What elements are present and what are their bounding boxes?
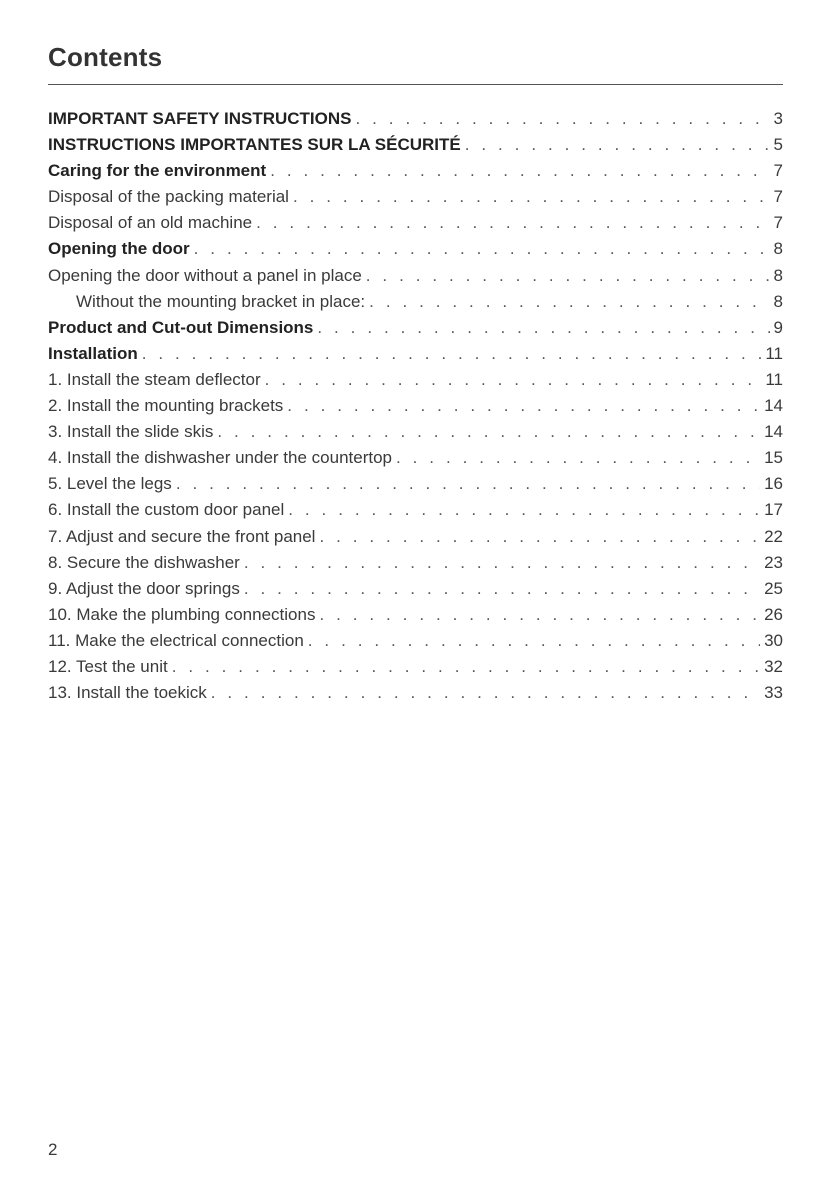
toc-entry[interactable] [48,315,783,341]
toc-dot-leader [256,210,769,236]
toc-entry[interactable] [48,445,783,471]
toc-dot-leader [176,471,760,497]
toc-dot-leader [142,341,762,367]
toc-entry-page: 9 [773,317,783,337]
toc-dot-leader [293,184,770,210]
toc-entry-title: 8. Secure the dishwasher [48,552,240,572]
toc-entry-title: 9. Adjust the door springs [48,578,240,598]
toc-entry-page: 11 [765,369,783,389]
toc-entry-title: 3. Install the slide skis [48,422,214,442]
toc-dot-leader [366,263,770,289]
page-number: 2 [48,1140,58,1159]
toc-entry-title: IMPORTANT SAFETY INSTRUCTIONS [48,109,352,128]
toc-dot-leader [194,236,770,262]
toc-dot-leader [244,576,760,602]
toc-entry-title: 12. Test the unit [48,656,168,676]
toc-entry[interactable] [48,550,783,576]
toc-entry-title: Disposal of the packing material [48,187,289,207]
toc-dot-leader [465,132,770,158]
toc-entry-title: INSTRUCTIONS IMPORTANTES SUR LA SÉCURITÉ [48,135,461,155]
toc-entry-page: 8 [773,265,783,285]
toc-entry-page: 32 [764,656,783,676]
toc-entry-page: 30 [764,630,783,650]
toc-dot-leader [244,550,760,576]
toc-entry-title: 7. Adjust and secure the front panel [48,526,316,546]
toc-entry[interactable] [48,132,783,158]
toc-entry-title: 10. Make the plumbing connections [48,604,316,624]
toc-entry-page: 15 [764,448,783,468]
toc-entry-title: Opening the door without a panel in place [48,265,362,285]
toc-entry-title: 2. Install the mounting brackets [48,396,284,416]
toc-entry[interactable] [48,654,783,680]
toc-entry-page: 7 [773,161,783,181]
toc-dot-leader [319,602,760,628]
toc-entry[interactable] [48,367,783,393]
toc-entry-page: 14 [764,422,783,442]
toc-entry[interactable] [48,393,783,419]
toc-entry-page: 7 [773,187,783,207]
toc-entry[interactable] [48,106,783,132]
toc-entry[interactable] [48,289,783,315]
toc-entry-page: 25 [764,578,783,598]
toc-entry-page: 8 [773,291,783,311]
toc-entry-title: 5. Level the legs [48,474,172,494]
toc-entry[interactable] [48,419,783,445]
toc-dot-leader [288,497,760,523]
toc-dot-leader [211,680,760,706]
toc-dot-leader [317,315,769,341]
toc-entry[interactable] [48,471,783,497]
toc-entry[interactable] [48,524,783,550]
toc-entry-page: 11 [765,343,783,363]
toc-entry[interactable] [48,497,783,523]
toc-dot-leader [356,106,770,132]
toc-dot-leader [319,524,760,550]
toc-entry-title: Opening the door [48,239,190,259]
toc-dot-leader [396,445,760,471]
toc-entry-title: Disposal of an old machine [48,213,253,233]
table-of-contents [48,106,783,706]
toc-entry[interactable] [48,210,783,236]
page-title: Contents [48,42,163,72]
toc-entry-title: 4. Install the dishwasher under the countertop [48,448,392,468]
toc-entry[interactable] [48,602,783,628]
toc-entry-title: Caring for the environment [48,161,267,181]
toc-entry-title: Without the mounting bracket in place: [76,291,366,311]
toc-entry-page: 23 [764,552,783,572]
toc-dot-leader [270,158,769,184]
toc-entry[interactable] [48,680,783,706]
toc-dot-leader [369,289,769,315]
toc-entry-page: 33 [764,683,783,703]
toc-entry-page: 5 [773,135,783,155]
toc-entry-page: 22 [764,526,783,546]
toc-entry-page: 17 [764,500,783,520]
toc-entry-page: 3 [773,109,783,128]
toc-entry-title: 11. Make the electrical connection [48,630,304,650]
toc-dot-leader [287,393,760,419]
toc-dot-leader [265,367,762,393]
toc-entry-title: Installation [48,343,138,363]
toc-entry-page: 26 [764,604,783,624]
toc-dot-leader [308,628,760,654]
toc-entry-page: 7 [773,213,783,233]
toc-entry-title: 6. Install the custom door panel [48,500,285,520]
toc-entry[interactable] [48,184,783,210]
toc-dot-leader [172,654,760,680]
toc-entry[interactable] [48,341,783,367]
toc-entry[interactable] [48,576,783,602]
toc-entry[interactable] [48,628,783,654]
toc-entry[interactable] [48,158,783,184]
toc-entry-title: 1. Install the steam deflector [48,369,261,389]
toc-entry-page: 8 [773,239,783,259]
toc-entry-title: Product and Cut-out Dimensions [48,317,314,337]
toc-entry-title: 13. Install the toekick [48,683,207,703]
toc-dot-leader [217,419,760,445]
toc-entry[interactable] [48,263,783,289]
toc-entry[interactable] [48,236,783,262]
toc-entry-page: 14 [764,396,783,416]
toc-entry-page: 16 [764,474,783,494]
heading-divider [48,84,783,85]
